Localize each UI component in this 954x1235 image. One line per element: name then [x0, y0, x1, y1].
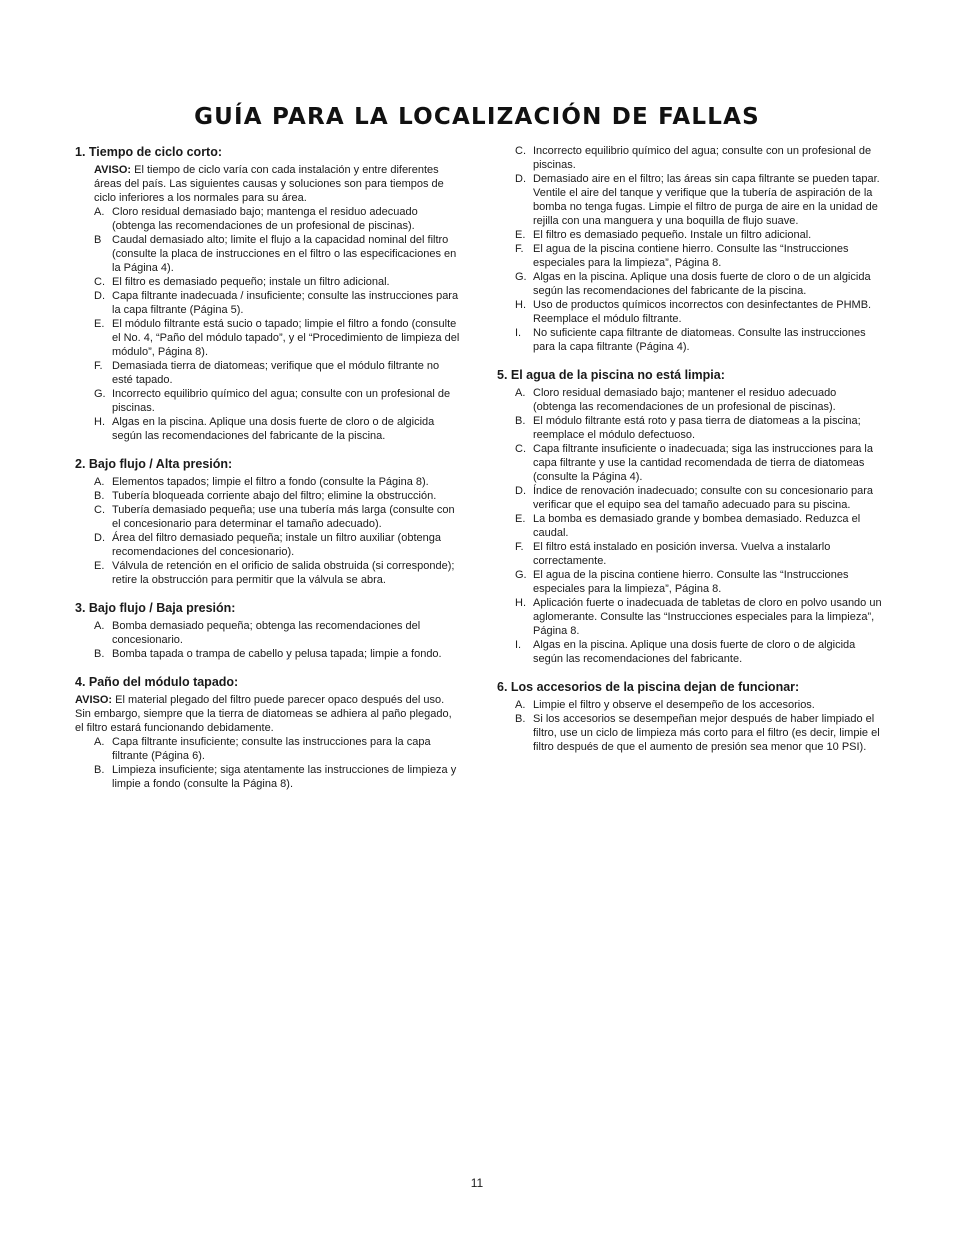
item-text: Área del filtro demasiado pequeña; instale un filtro auxiliar (obtenga recomendaciones del concesionario). — [112, 532, 441, 558]
list-item — [497, 568, 882, 596]
item-text: Uso de productos químicos incorrectos con desinfectantes de PHMB. Reemplace el módulo filtrante. — [533, 299, 872, 325]
item-text: Limpieza insuficiente; siga atentamente las instrucciones de limpieza y limpie a fondo (consulte la Página 8). — [112, 764, 457, 790]
item-letter: B. — [94, 648, 105, 660]
item-text: Bomba tapada o trampa de cabello y pelusa tapada; limpie a fondo. — [112, 648, 442, 660]
item-text: Capa filtrante insuficiente; consulte las instrucciones para la capa filtrante (Página 6). — [112, 736, 431, 762]
list-item — [75, 489, 460, 503]
item-letter: A. — [515, 387, 526, 399]
item-letter: E. — [94, 560, 105, 572]
list-item — [497, 540, 882, 568]
section-title: 4. Paño del módulo tapado: — [75, 675, 239, 689]
list-item — [75, 559, 460, 587]
section-title: 2. Bajo flujo / Alta presión: — [75, 457, 233, 471]
item-list — [497, 144, 882, 354]
item-letter: B. — [94, 490, 105, 502]
list-item — [75, 359, 460, 387]
page-number: 11 — [470, 1176, 484, 1190]
list-item — [497, 698, 882, 712]
item-letter: E. — [515, 229, 526, 241]
list-item — [497, 442, 882, 484]
list-item — [75, 205, 460, 233]
item-text: Algas en la piscina. Aplique una dosis fuerte de cloro o de algicida según las recomendaciones del fabricante de la piscina. — [112, 416, 435, 442]
list-item — [497, 638, 882, 666]
item-text: Elementos tapados; limpie el filtro a fondo (consulte la Página 8). — [112, 476, 429, 488]
item-list — [75, 205, 460, 443]
item-text: Bomba demasiado pequeña; obtenga las recomendaciones del concesionario. — [112, 620, 421, 646]
item-letter: I. — [515, 639, 522, 651]
item-letter: C. — [515, 443, 526, 455]
item-letter: E. — [94, 318, 105, 330]
list-item — [75, 275, 460, 289]
section-title: 3. Bajo flujo / Baja presión: — [75, 601, 236, 615]
notice-label: AVISO: — [75, 694, 113, 706]
list-item — [497, 386, 882, 414]
item-text: El módulo filtrante está roto y pasa tierra de diatomeas a la piscina; reemplace el módulo defectuoso. — [533, 415, 861, 441]
item-text: Tubería demasiado pequeña; use una tubería más larga (consulte con el concesionario para determinar el tamaño adecuado). — [112, 504, 455, 530]
item-text: Incorrecto equilibrio químico del agua; consulte con un profesional de piscinas. — [112, 388, 451, 414]
list-item — [75, 619, 460, 647]
item-text: Capa filtrante insuficiente o inadecuada; siga las instrucciones para la capa filtrante y use la cantidad recomendada de tierra de diatomeas (consulte la Página 4). — [533, 443, 873, 483]
item-letter: D. — [94, 290, 105, 302]
list-item — [497, 172, 882, 228]
item-letter: G. — [515, 271, 527, 283]
list-item — [75, 289, 460, 317]
notice-text — [75, 693, 460, 735]
item-letter: H. — [515, 597, 526, 609]
item-letter: A. — [94, 206, 105, 218]
list-item — [497, 414, 882, 442]
list-item — [75, 531, 460, 559]
list-item — [75, 735, 460, 763]
item-text: Caudal demasiado alto; limite el flujo a la capacidad nominal del filtro (consulte la placa de instrucciones en el filtro o las especificaciones en la Página 4). — [112, 234, 457, 274]
item-letter: A. — [94, 620, 105, 632]
item-text: El filtro es demasiado pequeño. Instale un filtro adicional. — [533, 229, 812, 241]
item-list — [75, 475, 460, 587]
item-letter: G. — [94, 388, 106, 400]
notice-label: AVISO: — [94, 164, 132, 176]
page-title: GUÍA PARA LA LOCALIZACIÓN DE FALLAS — [194, 104, 760, 130]
list-item — [497, 270, 882, 298]
item-letter: D. — [515, 485, 526, 497]
section-title: 5. El agua de la piscina no está limpia: — [497, 368, 725, 382]
section-tiempo-de-ciclo-continued — [497, 144, 882, 354]
item-list — [497, 386, 882, 666]
item-text: Si los accesorios se desempeñan mejor después de haber limpiado el filtro, use un ciclo de limpieza más corto para el filtro (es decir, limpie el filtro después de que el aumento de presión sea menor que 10 PSI). — [533, 713, 880, 753]
item-letter: B. — [515, 415, 526, 427]
list-item — [75, 233, 460, 275]
list-item — [497, 484, 882, 512]
item-text: Aplicación fuerte o inadecuada de tabletas de cloro en polvo usando un aglomerante. Consulte las “Instrucciones especiales para la limpieza”, Página 8. — [533, 597, 882, 637]
item-letter: D. — [94, 532, 105, 544]
section-agua-no-limpia — [497, 367, 882, 666]
item-letter: A. — [94, 736, 105, 748]
item-list — [75, 619, 460, 661]
item-text: El filtro es demasiado pequeño; instale un filtro adicional. — [112, 276, 390, 288]
list-item — [75, 647, 460, 661]
list-item — [75, 387, 460, 415]
item-letter: A. — [515, 699, 526, 711]
list-item — [75, 415, 460, 443]
list-item — [497, 326, 882, 354]
section-pano-del-modulo — [75, 674, 460, 791]
item-text: Demasiada tierra de diatomeas; verifique que el módulo filtrante no esté tapado. — [112, 360, 440, 386]
section-tiempo-de-ciclo — [75, 144, 460, 443]
item-text: Válvula de retención en el orificio de salida obstruida (si corresponde); retire la obstrucción para permitir que la válvula se abra. — [112, 560, 455, 586]
item-letter: B. — [94, 764, 105, 776]
item-letter: D. — [515, 173, 526, 185]
item-letter: B — [94, 234, 102, 246]
notice-body: El material plegado del filtro puede parecer opaco después del uso. Sin embargo, siempre que la tierra de diatomeas se adhiera al paño plegado, el filtro estará funcionando debidamente. — [75, 694, 452, 734]
list-item — [497, 144, 882, 172]
item-letter: A. — [94, 476, 105, 488]
item-text: El filtro está instalado en posición inversa. Vuelva a instalarlo correctamente. — [533, 541, 831, 567]
list-item — [75, 475, 460, 489]
list-item — [75, 503, 460, 531]
section-bajo-flujo-alta-presion — [75, 456, 460, 587]
item-text: No suficiente capa filtrante de diatomeas. Consulte las instrucciones para la capa filtrante (Página 4). — [533, 327, 866, 353]
section-bajo-flujo-baja-presion — [75, 600, 460, 661]
item-text: Tubería bloqueada corriente abajo del filtro; elimine la obstrucción. — [112, 490, 437, 502]
item-list — [75, 735, 460, 791]
item-text: Demasiado aire en el filtro; las áreas sin capa filtrante se pueden tapar. Ventile el aire del tanque y verifique que la tubería de aspiración de la bomba no tenga fugas. Limpie el filtro de purga de aire en la unidad de rejilla con una manguera y una boquilla de flujo suave. — [533, 173, 880, 227]
item-text: El módulo filtrante está sucio o tapado; limpie el filtro a fondo (consulte el No. 4, “Paño del módulo tapado”, y el “Procedimiento de limpieza del módulo”, Página 8). — [112, 318, 460, 358]
item-letter: F. — [515, 243, 524, 255]
item-letter: F. — [515, 541, 524, 553]
notice-body: El tiempo de ciclo varía con cada instalación y entre diferentes áreas del país. Las siguientes causas y soluciones son para tiempos de ciclo inferiores a los normales para su área. — [94, 164, 444, 204]
left-column — [75, 144, 460, 804]
item-letter: C. — [94, 276, 105, 288]
item-text: Índice de renovación inadecuado; consulte con su concesionario para verificar que el equipo sea del tamaño adecuado para su piscina. — [533, 485, 874, 511]
item-letter: B. — [515, 713, 526, 725]
item-letter: H. — [94, 416, 105, 428]
item-text: Cloro residual demasiado bajo; mantenga el residuo adecuado (obtenga las recomendaciones de un profesional de piscinas). — [112, 206, 418, 232]
list-item — [497, 228, 882, 242]
right-column — [497, 144, 882, 767]
notice-text — [75, 163, 460, 205]
section-title: 1. Tiempo de ciclo corto: — [75, 145, 223, 159]
item-text: Capa filtrante inadecuada / insuficiente; consulte las instrucciones para la capa filtrante (Página 5). — [112, 290, 459, 316]
item-text: Algas en la piscina. Aplique una dosis fuerte de cloro o de algicida según las recomendaciones del fabricante. — [533, 639, 856, 665]
section-title: 6. Los accesorios de la piscina dejan de funcionar: — [497, 680, 800, 694]
item-letter: C. — [515, 145, 526, 157]
item-text: Incorrecto equilibrio químico del agua; consulte con un profesional de piscinas. — [533, 145, 872, 171]
item-letter: C. — [94, 504, 105, 516]
item-list — [497, 698, 882, 754]
list-item — [75, 317, 460, 359]
list-item — [497, 512, 882, 540]
list-item — [75, 763, 460, 791]
item-text: El agua de la piscina contiene hierro. Consulte las “Instrucciones especiales para la limpieza”, Página 8. — [533, 569, 849, 595]
section-accesorios — [497, 679, 882, 754]
item-letter: E. — [515, 513, 526, 525]
item-text: Cloro residual demasiado bajo; mantener el residuo adecuado (obtenga las recomendaciones de un profesional de piscinas). — [533, 387, 837, 413]
list-item — [497, 298, 882, 326]
item-text: El agua de la piscina contiene hierro. Consulte las “Instrucciones especiales para la limpieza”, Página 8. — [533, 243, 849, 269]
item-letter: H. — [515, 299, 526, 311]
list-item — [497, 242, 882, 270]
item-text: Limpie el filtro y observe el desempeño de los accesorios. — [533, 699, 815, 711]
item-letter: F. — [94, 360, 103, 372]
list-item — [497, 596, 882, 638]
item-text: La bomba es demasiado grande y bombea demasiado. Reduzca el caudal. — [533, 513, 861, 539]
list-item — [497, 712, 882, 754]
item-letter: G. — [515, 569, 527, 581]
item-letter: I. — [515, 327, 522, 339]
item-text: Algas en la piscina. Aplique una dosis fuerte de cloro o de un algicida según las recomendaciones del fabricante de la piscina. — [533, 271, 871, 297]
